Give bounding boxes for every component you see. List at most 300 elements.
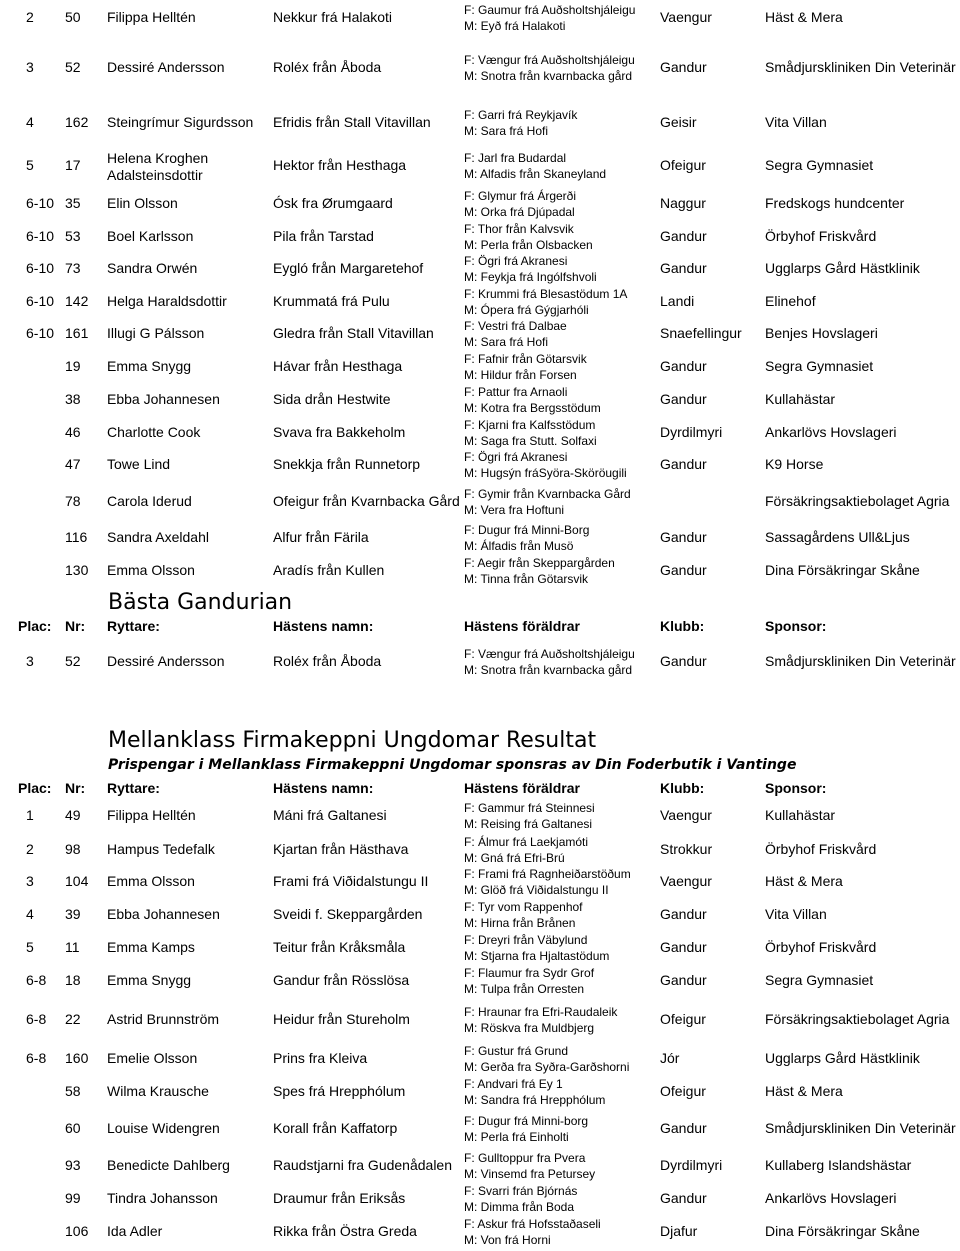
sponsor-cell: Fredskogs hundcenter xyxy=(765,195,905,211)
sire-name: F: Glymur frá Árgerði xyxy=(464,189,577,203)
sire-name: F: Tyr vom Rappenhof xyxy=(464,900,583,914)
sire-name: F: Gulltoppur fra Pvera xyxy=(464,1151,586,1165)
number-cell: 38 xyxy=(65,391,81,407)
club-cell: Gandur xyxy=(660,391,707,407)
header-sponsor: Sponsor: xyxy=(765,618,827,634)
table-row xyxy=(0,2,960,32)
rider-name: Sandra Axeldahl xyxy=(107,529,209,545)
parents-cell xyxy=(464,286,627,318)
horse-name-cell: Svava fra Bakkeholm xyxy=(273,424,406,440)
header-hastens-foraldrar: Hästens föräldrar xyxy=(464,618,580,634)
header-klubb: Klubb: xyxy=(660,780,705,796)
table-row xyxy=(0,800,960,830)
rider-cell xyxy=(107,195,178,211)
horse-name-cell: Raudstjarni fra Gudenådalen xyxy=(273,1157,453,1173)
table-row xyxy=(0,417,960,447)
placing-cell: 1 xyxy=(26,807,34,823)
header-nr: Nr: xyxy=(65,780,86,796)
club-cell: Snaefellingur xyxy=(660,325,742,341)
parents-cell xyxy=(464,646,635,678)
rider-cell xyxy=(107,1083,209,1099)
rider-name: Emma Kamps xyxy=(107,939,195,955)
rider-cell xyxy=(107,358,191,374)
sire-name: F: Garri frá Reykjavík xyxy=(464,108,578,122)
number-cell: 104 xyxy=(65,873,89,889)
mellanklass-subtitle: Prispengar i Mellanklass Firmakeppni Ungdomar sponsras av Din Foderbutik i Vantinge xyxy=(108,757,797,773)
dam-name: M: Hugsýn fráSyöra-Sköröugili xyxy=(464,466,627,480)
rider-cell xyxy=(107,939,195,955)
placing-cell: 6-10 xyxy=(26,293,55,309)
rider-cell xyxy=(107,228,193,244)
table-row xyxy=(0,486,960,516)
sponsor-cell: Ankarlövs Hovslageri xyxy=(765,424,897,440)
rider-cell xyxy=(107,293,227,309)
horse-name-cell: Roléx från Åboda xyxy=(273,653,382,669)
table-row xyxy=(0,965,960,995)
sponsor-cell: Häst & Mera xyxy=(765,1083,843,1099)
sponsor-cell: Benjes Hovslageri xyxy=(765,325,878,341)
rider-cell xyxy=(107,424,200,440)
parents-cell xyxy=(464,522,589,554)
placing-cell: 3 xyxy=(26,873,34,889)
table-row xyxy=(0,107,960,137)
club-cell: Gandur xyxy=(660,358,707,374)
club-cell: Djafur xyxy=(660,1223,698,1239)
rider-cell xyxy=(107,1120,220,1136)
table-row xyxy=(0,384,960,414)
dam-name: M: Sara frá Hofi xyxy=(464,124,549,138)
horse-name-cell: Rikka från Östra Greda xyxy=(273,1223,417,1239)
table-header-2 xyxy=(0,778,960,798)
table-row xyxy=(0,318,960,348)
placing-cell: 3 xyxy=(26,59,34,75)
sponsor-cell: K9 Horse xyxy=(765,456,824,472)
dam-name: M: Dimma från Boda xyxy=(464,1200,575,1214)
rider-name: Ebba Johannesen xyxy=(107,906,220,922)
sire-name: F: Dugur frá Minni-Borg xyxy=(464,523,590,537)
dam-name: M: Snotra från kvarnbacka gård xyxy=(464,69,633,83)
dam-name: M: Snotra från kvarnbacka gård xyxy=(464,663,633,677)
number-cell: 47 xyxy=(65,456,81,472)
placing-cell: 5 xyxy=(26,157,34,173)
sponsor-cell: Segra Gymnasiet xyxy=(765,972,874,988)
header-hastens-namn: Hästens namn: xyxy=(273,780,374,796)
club-cell: Gandur xyxy=(660,939,707,955)
mellanklass-title: Mellanklass Firmakeppni Ungdomar Resultat xyxy=(108,728,597,753)
club-cell: Ofeigur xyxy=(660,157,706,173)
rider-cell xyxy=(107,150,208,184)
dam-name: M: Von frá Horni xyxy=(464,1233,551,1247)
number-cell: 50 xyxy=(65,9,81,25)
parents-cell xyxy=(464,555,615,587)
placing-cell: 4 xyxy=(26,906,34,922)
table-row xyxy=(0,1076,960,1106)
rider-name: Hampus Tedefalk xyxy=(107,841,215,857)
sire-name: F: Álmur frá Laekjamóti xyxy=(464,835,589,849)
number-cell: 73 xyxy=(65,260,81,276)
rider-cell xyxy=(107,325,204,341)
number-cell: 116 xyxy=(65,529,88,545)
club-cell: Dyrdilmyri xyxy=(660,424,723,440)
sponsor-cell: Kullahästar xyxy=(765,807,836,823)
horse-name-cell: Aradís från Kullen xyxy=(273,562,385,578)
club-cell: Gandur xyxy=(660,972,707,988)
club-cell: Landi xyxy=(660,293,695,309)
dam-name: M: Reising frá Galtanesi xyxy=(464,817,593,831)
club-cell: Gandur xyxy=(660,529,707,545)
placing-cell: 6-8 xyxy=(26,972,47,988)
sponsor-cell: Kullahästar xyxy=(765,391,836,407)
sire-name: F: Aegir från Skeppargården xyxy=(464,556,615,570)
dam-name: M: Álfadis från Musö xyxy=(464,539,574,553)
parents-cell xyxy=(464,188,576,220)
dam-name: M: Gná frá Efri-Brú xyxy=(464,851,565,865)
header-plac: Plac: xyxy=(18,618,52,634)
sire-name: F: Gymir från Kvarnbacka Gård xyxy=(464,487,631,501)
horse-name-cell: Prins fra Kleiva xyxy=(273,1050,368,1066)
table-row xyxy=(0,150,960,183)
rider-name: Helga Haraldsdottir xyxy=(107,293,227,309)
sponsor-cell: Örbyhof Friskvård xyxy=(765,939,877,955)
number-cell: 22 xyxy=(65,1011,81,1027)
parents-cell xyxy=(464,1004,617,1036)
horse-name-cell: Pila från Tarstad xyxy=(273,228,374,244)
number-cell: 99 xyxy=(65,1190,81,1206)
parents-cell xyxy=(464,965,594,997)
rider-name: Emma Snygg xyxy=(107,972,192,988)
horse-name-cell: Frami frá Viðidalstungu II xyxy=(273,873,429,889)
dam-name: M: Kotra fra Bergsstödum xyxy=(464,401,601,415)
parents-cell xyxy=(464,1150,595,1182)
horse-name-cell: Gledra från Stall Vitavillan xyxy=(273,325,434,341)
rider-name: Emma Olsson xyxy=(107,562,195,578)
horse-name-cell: Korall från Kaffatorp xyxy=(273,1120,398,1136)
sire-name: F: Jarl fra Budardal xyxy=(464,151,567,165)
number-cell: 98 xyxy=(65,841,81,857)
table-row xyxy=(0,646,960,676)
dam-name: M: Tinna från Götarsvik xyxy=(464,572,589,586)
rider-cell xyxy=(107,391,220,407)
sponsor-cell: Dina Försäkringar Skåne xyxy=(765,1223,920,1239)
parents-cell xyxy=(464,417,597,449)
sponsor-cell: Ugglarps Gård Hästklinik xyxy=(765,1050,920,1066)
rider-name: Emelie Olsson xyxy=(107,1050,198,1066)
number-cell: 39 xyxy=(65,906,81,922)
dam-name: M: Vera fra Hoftuni xyxy=(464,503,565,517)
dam-name: M: Alfadis från Skaneyland xyxy=(464,167,607,181)
parents-cell xyxy=(464,318,567,350)
sponsor-cell: Försäkringsaktiebolaget Agria xyxy=(765,1011,950,1027)
rider-cell xyxy=(107,873,195,889)
club-cell: Geisir xyxy=(660,114,697,130)
rider-name: Dessiré Andersson xyxy=(107,59,225,75)
basta-gandurian-title: Bästa Gandurian xyxy=(108,590,293,615)
rider-name: Benedicte Dahlberg xyxy=(107,1157,230,1173)
rider-name: Wilma Krausche xyxy=(107,1083,209,1099)
rider-cell xyxy=(107,493,192,509)
number-cell: 52 xyxy=(65,59,81,75)
sponsor-cell: Dina Försäkringar Skåne xyxy=(765,562,920,578)
sire-name: F: Flaumur fra Sydr Grof xyxy=(464,966,595,980)
number-cell: 19 xyxy=(65,358,81,374)
number-cell: 60 xyxy=(65,1120,81,1136)
dam-name: M: Perla frá Einholti xyxy=(464,1130,569,1144)
table-row xyxy=(0,1183,960,1213)
parents-cell xyxy=(464,2,635,34)
parents-cell xyxy=(464,1113,588,1145)
sire-name: F: Askur frá Hofsstaðaseli xyxy=(464,1217,601,1231)
horse-name-cell: Teitur från Kråksmåla xyxy=(273,939,406,955)
placing-cell: 6-10 xyxy=(26,195,55,211)
number-cell: 130 xyxy=(65,562,89,578)
header-klubb: Klubb: xyxy=(660,618,705,634)
table-row xyxy=(0,253,960,283)
header-nr: Nr: xyxy=(65,618,86,634)
horse-name-cell: Krummatá frá Pulu xyxy=(273,293,390,309)
sponsor-cell: Smådjurskliniken Din Veterinär xyxy=(765,1120,956,1136)
sire-name: F: Vængur frá Auðsholtshjáleigu xyxy=(464,53,635,67)
sponsor-cell: Smådjurskliniken Din Veterinär xyxy=(765,653,956,669)
number-cell: 93 xyxy=(65,1157,81,1173)
header-sponsor: Sponsor: xyxy=(765,780,827,796)
sponsor-cell: Ankarlövs Hovslageri xyxy=(765,1190,897,1206)
rider-cell xyxy=(107,9,196,25)
rider-cell xyxy=(107,1157,230,1173)
club-cell: Jór xyxy=(660,1050,680,1066)
rider-cell xyxy=(107,1190,218,1206)
rider-cell xyxy=(107,653,225,669)
rider-name: Ebba Johannesen xyxy=(107,391,220,407)
number-cell: 142 xyxy=(65,293,89,309)
rider-name: Charlotte Cook xyxy=(107,424,201,440)
parents-cell xyxy=(464,107,577,139)
table-row xyxy=(0,221,960,251)
number-cell: 18 xyxy=(65,972,81,988)
table-row xyxy=(0,1004,960,1034)
sponsor-cell: Örbyhof Friskvård xyxy=(765,841,877,857)
horse-name-cell: Alfur från Färila xyxy=(273,529,369,545)
dam-name: M: Stjarna fra Hjaltastödum xyxy=(464,949,610,963)
parents-cell xyxy=(464,150,606,182)
sponsor-cell: Vita Villan xyxy=(765,906,827,922)
header-ryttare: Ryttare: xyxy=(107,780,160,796)
parents-cell xyxy=(464,866,631,898)
rider-name: Filippa Helltén xyxy=(107,9,196,25)
rider-name: Sandra Orwén xyxy=(107,260,198,276)
club-cell: Gandur xyxy=(660,59,707,75)
dam-name: M: Hirna från Brånen xyxy=(464,916,576,930)
rider-name: Steingrímur Sigurdsson xyxy=(107,114,254,130)
sponsor-cell: Häst & Mera xyxy=(765,873,843,889)
sponsor-cell: Vita Villan xyxy=(765,114,827,130)
club-cell: Gandur xyxy=(660,906,707,922)
sponsor-cell: Segra Gymnasiet xyxy=(765,358,874,374)
sire-name: F: Pattur fra Arnaoli xyxy=(464,385,568,399)
dam-name: M: Perla från Olsbacken xyxy=(464,238,593,252)
dam-name: M: Vinsemd fra Petursey xyxy=(464,1167,596,1181)
sire-name: F: Gaumur frá Auðsholtshjáleigu xyxy=(464,3,636,17)
placing-cell: 6-8 xyxy=(26,1050,47,1066)
sponsor-cell: Örbyhof Friskvård xyxy=(765,228,877,244)
parents-cell xyxy=(464,384,601,416)
rider-cell xyxy=(107,906,220,922)
club-cell: Gandur xyxy=(660,260,707,276)
sire-name: F: Ögri frá Akranesi xyxy=(464,450,568,464)
club-cell: Ofeigur xyxy=(660,1083,706,1099)
number-cell: 161 xyxy=(65,325,89,341)
sire-name: F: Dugur frá Minni-borg xyxy=(464,1114,589,1128)
sire-name: F: Andvari frá Ey 1 xyxy=(464,1077,563,1091)
horse-name-cell: Ósk fra Ørumgaard xyxy=(273,195,393,211)
horse-name-cell: Máni frá Galtanesi xyxy=(273,807,387,823)
table-row xyxy=(0,1216,960,1246)
dam-name: M: Tulpa från Orresten xyxy=(464,982,585,996)
parents-cell xyxy=(464,449,627,481)
number-cell: 49 xyxy=(65,807,81,823)
rider-cell xyxy=(107,529,209,545)
rider-cell xyxy=(107,807,196,823)
horse-name-cell: Nekkur frá Halakoti xyxy=(273,9,393,25)
sponsor-cell: Sassagårdens Ull&Ljus xyxy=(765,529,910,545)
club-cell: Dyrdilmyri xyxy=(660,1157,723,1173)
header-hastens-namn: Hästens namn: xyxy=(273,618,374,634)
table-row xyxy=(0,1150,960,1180)
rider-cell xyxy=(107,1011,219,1027)
dam-name: M: Sandra frá Hrepphólum xyxy=(464,1093,606,1107)
table-row xyxy=(0,522,960,552)
sire-name: F: Hraunar fra Efri-Raudaleik xyxy=(464,1005,618,1019)
rider-cell xyxy=(107,260,197,276)
sire-name: F: Gammur frá Steinnesi xyxy=(464,801,595,815)
number-cell: 17 xyxy=(65,157,81,173)
sponsor-cell: Ugglarps Gård Hästklinik xyxy=(765,260,920,276)
club-cell: Strokkur xyxy=(660,841,713,857)
parents-cell xyxy=(464,52,635,84)
rider-name: Elin Olsson xyxy=(107,195,178,211)
club-cell: Gandur xyxy=(660,228,707,244)
horse-name-cell: Sveidi f. Skeppargården xyxy=(273,906,423,922)
rider-cell xyxy=(107,456,170,472)
rider-name: Louise Widengren xyxy=(107,1120,220,1136)
table-row xyxy=(0,188,960,218)
club-cell: Gandur xyxy=(660,562,707,578)
sire-name: F: Ögri frá Akranesi xyxy=(464,254,568,268)
club-cell: Vaengur xyxy=(660,9,712,25)
dam-name: M: Saga fra Stutt. Solfaxi xyxy=(464,434,597,448)
parents-cell xyxy=(464,351,587,383)
parents-cell xyxy=(464,1043,629,1075)
header-plac: Plac: xyxy=(18,780,52,796)
club-cell: Gandur xyxy=(660,1190,707,1206)
table-row xyxy=(0,449,960,479)
placing-cell: 6-10 xyxy=(26,325,55,341)
horse-name-cell: Spes frá Hrepphólum xyxy=(273,1083,406,1099)
sire-name: F: Vestri frá Dalbae xyxy=(464,319,567,333)
number-cell: 78 xyxy=(65,493,81,509)
rider-name: Illugi G Pálsson xyxy=(107,325,205,341)
table-row xyxy=(0,834,960,864)
parents-cell xyxy=(464,221,593,253)
parents-cell xyxy=(464,253,597,285)
horse-name-cell: Eygló från Margaretehof xyxy=(273,260,424,276)
dam-name: M: Glöð frá Viðidalstungu II xyxy=(464,883,609,897)
rider-cell xyxy=(107,841,215,857)
rider-name: Filippa Helltén xyxy=(107,807,196,823)
dam-name: M: Orka frá Djúpadal xyxy=(464,205,575,219)
club-cell: Naggur xyxy=(660,195,706,211)
number-cell: 53 xyxy=(65,228,81,244)
sire-name: F: Svarri frán Bjórnás xyxy=(464,1184,578,1198)
horse-name-cell: Hektor från Hesthaga xyxy=(273,157,407,173)
sire-name: F: Vængur frá Auðsholtshjáleigu xyxy=(464,647,635,661)
parents-cell xyxy=(464,1216,601,1248)
club-cell: Vaengur xyxy=(660,807,712,823)
number-cell: 58 xyxy=(65,1083,81,1099)
sire-name: F: Krummi frá Blesastödum 1A xyxy=(464,287,628,301)
table-row xyxy=(0,52,960,82)
header-ryttare: Ryttare: xyxy=(107,618,160,634)
rider-cell xyxy=(107,1050,197,1066)
number-cell: 35 xyxy=(65,195,81,211)
sire-name: F: Gustur frá Grund xyxy=(464,1044,569,1058)
number-cell: 11 xyxy=(65,939,80,955)
sire-name: F: Dreyri från Väbylund xyxy=(464,933,588,947)
dam-name: M: Gerða fra Syðra-Garðshorni xyxy=(464,1060,630,1074)
rider-name: Tindra Johansson xyxy=(107,1190,218,1206)
sponsor-cell: Elinehof xyxy=(765,293,816,309)
dam-name: M: Eyð frá Halakoti xyxy=(464,19,566,33)
placing-cell: 6-8 xyxy=(26,1011,47,1027)
table-row xyxy=(0,866,960,896)
club-cell: Vaengur xyxy=(660,873,712,889)
club-cell: Gandur xyxy=(660,456,707,472)
horse-name-cell: Kjartan från Hästhava xyxy=(273,841,409,857)
rider-name: Carola Iderud xyxy=(107,493,192,509)
table-row xyxy=(0,932,960,962)
table-row xyxy=(0,351,960,381)
horse-name-cell: Snekkja från Runnetorp xyxy=(273,456,421,472)
table-row xyxy=(0,1113,960,1143)
rider-cell xyxy=(107,562,195,578)
number-cell: 52 xyxy=(65,653,81,669)
sponsor-cell: Häst & Mera xyxy=(765,9,843,25)
rider-name: Dessiré Andersson xyxy=(107,653,225,669)
club-cell: Ofeigur xyxy=(660,1011,706,1027)
dam-name: M: Feykja frá Ingólfshvoli xyxy=(464,270,597,284)
placing-cell: 5 xyxy=(26,939,34,955)
horse-name-cell: Efridis från Stall Vitavillan xyxy=(273,114,431,130)
horse-name-cell: Draumur från Eriksås xyxy=(273,1190,406,1206)
sponsor-cell: Kullaberg Islandshästar xyxy=(765,1157,912,1173)
number-cell: 160 xyxy=(65,1050,89,1066)
sponsor-cell: Smådjurskliniken Din Veterinär xyxy=(765,59,956,75)
horse-name-cell: Ofeigur från Kvarnbacka Gård xyxy=(273,493,460,509)
sire-name: F: Thor från Kalvsvik xyxy=(464,222,574,236)
placing-cell: 3 xyxy=(26,653,34,669)
sire-name: F: Kjarni fra Kalfsstödum xyxy=(464,418,596,432)
parents-cell xyxy=(464,834,588,866)
table-row xyxy=(0,1043,960,1073)
number-cell: 46 xyxy=(65,424,81,440)
table-row xyxy=(0,899,960,929)
rider-name: Emma Snygg xyxy=(107,358,192,374)
club-cell: Gandur xyxy=(660,1120,707,1136)
rider-name-line2: Adalsteinsdottir xyxy=(107,167,203,183)
parents-cell xyxy=(464,1076,605,1108)
placing-cell: 2 xyxy=(26,841,34,857)
table-row xyxy=(0,286,960,316)
parents-cell xyxy=(464,486,631,518)
